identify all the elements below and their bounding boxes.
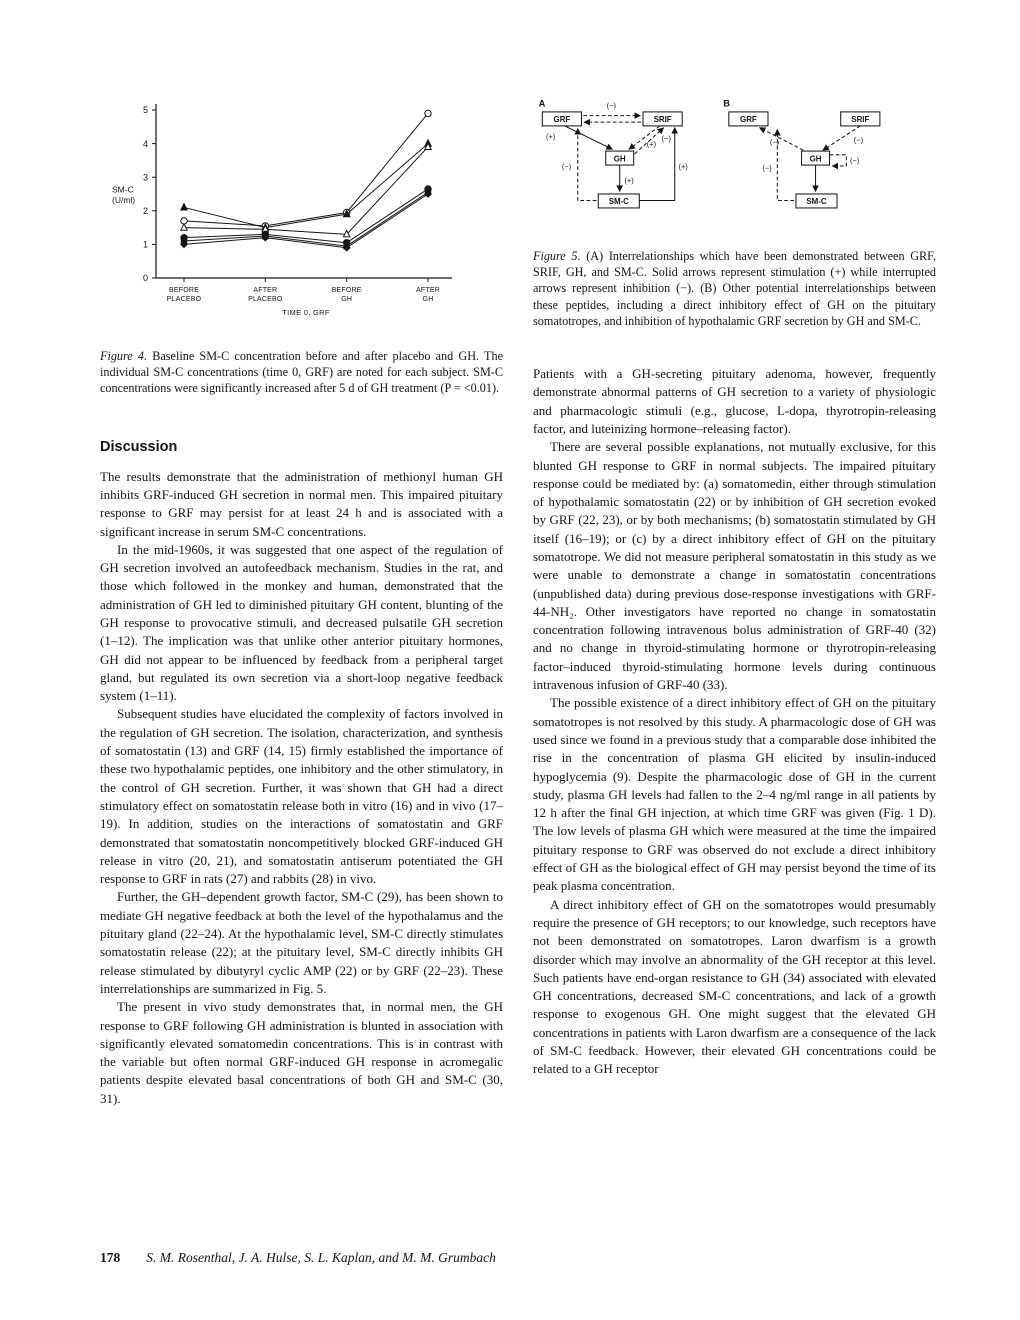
y-tick-label: 0 [142, 273, 148, 284]
panel-b-label: B [723, 98, 730, 109]
figure-5-caption [533, 248, 936, 329]
minus-sign-srif-gh-a: (−) [661, 133, 672, 143]
x-tick-label: BEFORE [331, 287, 362, 294]
smc-label-a: SM-C [608, 197, 629, 207]
paragraph: Subsequent studies have elucidated the complexity of factors involved in the regulation of GH secretion. The isolation, characterization, and synthesis of somatostatin (13) and GRF (14, 15) firmly established the importance of these two hypothalamic peptides, one inhibitory and the other stimulatory, in the control of GH secretion. Further, it was shown that GH had a direct stimulatory effect on somatostatin release both in vitro (16) and in vivo (17–19). In addition, studies on the interactions of somatostatin and GRF demonstrated that somatostatin noncompetitively blocked GRF-induced GH release in vitro (20, 21), and somatostatin antiserum potentiated the GH response to GRF in rats (27) and rabbits (28) in vivo. [100, 706, 503, 887]
paragraph: The possible existence of a direct inhibitory effect of GH on the pituitary somatotropes is not resolved by this study. A pharmacologic dose of GH was used since we found in a previous study that a comparable dose inhibited the rise in the concentration of plasma GH elicited by insulin-induced hypoglycemia (9). Despite the pharmacologic dose of GH in the current study, plasma GH levels had fallen to the 2–4 ng/ml range in all patients by 12 h after the final GH injection, at which time GRF was given (Fig. 1 D). The low levels of plasma GH which were measured at the time the impaired pituitary response to GRF was observed do not exclude a direct inhibitory effect of GH as the biological effect of GH may persist beyond the time of its peak plasma concentration. [533, 695, 936, 894]
y-tick-label: 1 [142, 239, 148, 250]
data-point [425, 110, 431, 116]
paragraph: In the mid-1960s, it was suggested that one aspect of the regulation of GH secretion involved an autofeedback mechanism. Studies in the rat, and those which followed in the monkey and human, demonstrated that the administration of GH led to diminished pituitary GH content, blunting of the GH response to provocative stimuli, and decreased pulsatile GH secretion (1–12). The implication was that unlike other anterior pituitary hormones, GH did not appear to be influenced by feedback from a peripheral target gland, but regulated its own secretion via a short-loop negative feedback system (1–11). [100, 541, 503, 704]
srif-label-b: SRIF [851, 115, 870, 125]
figure-4-label: Figure 4. [100, 349, 148, 363]
paragraph: The present in vivo study demonstrates that, in normal men, the GH response to GRF following GH administration is blunted in association with significantly elevated somatomedin concentrations. This is in contrast with the variable but often normal GRF-induced GH response in acromegalic patients despite elevated basal concentrations of both GH and SM-C (30, 31). [100, 999, 503, 1106]
panel-a-label: A [538, 98, 546, 109]
y-axis-title: (U/ml) [112, 194, 136, 205]
plus-sign-gh-srif-a: (+) [646, 139, 657, 149]
minus-sign-smc-grf-b: (−) [762, 163, 772, 173]
series-line [184, 113, 428, 226]
figure-4-caption-text: Baseline SM-C concentration before and after placebo and GH. The individual SM-C concentrations (time 0, GRF) are noted for each subject. SM-C concentrations were significantly increased after 5 d of GH treatment (P = <0.01). [100, 349, 504, 396]
paragraph: Patients with a GH-secreting pituitary adenoma, however, frequently demonstrate abnormal patterns of GH secretion to a variety of physiologic and pharmacologic stimuli (e.g., glucose, L-dopa, thyrotropin-releasing factor, and luteinizing hormone–releasing factor). [533, 366, 936, 436]
y-tick-label: 3 [142, 172, 148, 183]
x-tick-label: BEFORE [169, 287, 199, 294]
x-tick-label: PLACEBO [248, 296, 283, 303]
x-tick-label: AFTER [253, 287, 278, 294]
paragraph: Further, the GH–dependent growth factor, SM-C (29), has been shown to mediate GH negative feedback at both the level of the hypothalamus and the pituitary gland (22–24). At the hypothalamic level, SM-C directly stimulates somatostatin release (22); at the pituitary level, SM-C directly inhibits GH release stimulated by dibutyryl cyclic AMP (22) or by GRF (22–23). These interrelationships are summarized in Fig. 5. [100, 889, 503, 996]
plus-sign-grf-gh-a: (+) [546, 131, 556, 141]
gh-label-b: GH [809, 154, 822, 164]
arrow-smc-to-grf-b [777, 130, 794, 201]
grf-srif-gh-smc-diagram [533, 96, 906, 236]
footer-authors: S. M. Rosenthal, J. A. Hulse, S. L. Kaplan, and M. M. Grumbach [146, 1250, 496, 1265]
discussion-left-text [100, 468, 503, 1108]
page-number: 178 [100, 1250, 121, 1265]
y-axis-title: SM-C [112, 184, 134, 195]
series-line [184, 189, 428, 243]
x-tick-label: AFTER [416, 287, 440, 294]
discussion-heading: Discussion [100, 438, 178, 455]
arrow-gh-to-grf-b [760, 128, 804, 150]
arrow-grf-to-gh-a [565, 126, 613, 149]
figure-4 [100, 96, 503, 397]
smc-label-b: SM-C [806, 197, 827, 207]
y-tick-label: 5 [142, 105, 148, 116]
figure-4-caption [100, 348, 503, 397]
sm-c-line-chart [100, 96, 472, 334]
data-point [181, 204, 187, 210]
minus-sign-smc-grf-a: (−) [561, 161, 572, 171]
srif-label-a: SRIF [653, 115, 672, 125]
x-tick-label: GH [422, 296, 434, 303]
plus-sign-gh-smc-a: (+) [624, 175, 634, 185]
right-column [533, 96, 936, 1079]
y-tick-label: 4 [142, 138, 148, 149]
minus-sign-gh-grf-b: (−) [769, 137, 780, 147]
data-point [181, 224, 187, 230]
gh-label-a: GH [613, 154, 626, 164]
figure-5-caption-text: (A) Interrelationships which have been demonstrated between GRF, SRIF, GH, and SM-C. Solid arrows represent stimulation (+) while interrupted arrows represent inhibition (−). (B) Other potential interrelationships between these peptides, including a direct inhibitory effect of GH on the pituitary somatotropes, and inhibition of hypothalamic GRF secretion by GH and SM-C. [533, 249, 937, 328]
paragraph: The results demonstrate that the administration of methionyl human GH inhibits GRF-induced GH secretion in normal men. This impaired pituitary response to GRF may persist for at least 24 h and is associated with a significant increase in serum SM-C concentrations. [100, 468, 503, 539]
paragraph: There are several possible explanations, not mutually exclusive, for this blunted GH response to GRF in normal subjects. The impaired pituitary response could be mediated by: (a) somatomedin, either through stimulation of hypothalamic somatostatin (22) or by inhibition of GH secretion evoked by GRF (22, 23), or by both mechanisms; (b) somatostatin stimulated by GH itself (16–19); or (c) by a direct inhibitory effect of GH on the pituitary somatotrope. We did not measure peripheral somatostatin in this study as we were unable to demonstrate a change in somatostatin concentrations (unpublished data) during previous dose-response investigations with GRF-44-NH₂. Other investigators have reported no change in somatostatin concentration following intravenous bolus administration of GRF-40 (32) and no change in thyroid-stimulating hormone or thyrotropin-releasing factor–induced thyroid-stimulating hormone levels during continuous intravenous infusion of GRF-40 (33). [533, 439, 936, 693]
x-tick-label: GH [341, 296, 353, 303]
figure-5-label: Figure 5. [533, 249, 581, 263]
minus-sign-srif-gh-b: (−) [853, 135, 864, 145]
y-tick-label: 2 [142, 206, 148, 216]
plus-sign-smc-srif-a: (+) [678, 161, 688, 171]
grf-label-b: GRF [740, 115, 757, 125]
discussion-right-text [533, 365, 936, 1079]
arrow-smc-to-grf-a [578, 129, 597, 201]
left-column [100, 96, 503, 1108]
paragraph: A direct inhibitory effect of GH on the somatotropes would presumably require the presence of GH receptors; to our knowledge, such receptors have not been demonstrated on somatotropes. Laron dwarfism is a growth disorder which may involve an abnormality of the GH receptor at this level. Such patients have end-organ resistance to GH (34) associated with elevated GH concentrations, decreased SM-C concentrations, and lack of a growth response to exogenous GH. One might suggest that the elevated GH concentrations in patients with Laron dwarfism are a consequence of the lack of SM-C feedback. However, their elevated GH concentrations could be related to a GH receptor [533, 896, 936, 1077]
page-footer [100, 1250, 940, 1266]
x-tick-label: PLACEBO [166, 296, 202, 303]
x-axis-title: TIME 0, GRF [282, 308, 330, 317]
figure-5 [533, 96, 936, 329]
grf-label-a: GRF [553, 115, 571, 125]
minus-sign-gh-self-b: (−) [850, 156, 860, 166]
minus-sign-grf-srif-a: (−) [606, 101, 616, 111]
arrow-gh-self-loop-b [830, 155, 847, 166]
